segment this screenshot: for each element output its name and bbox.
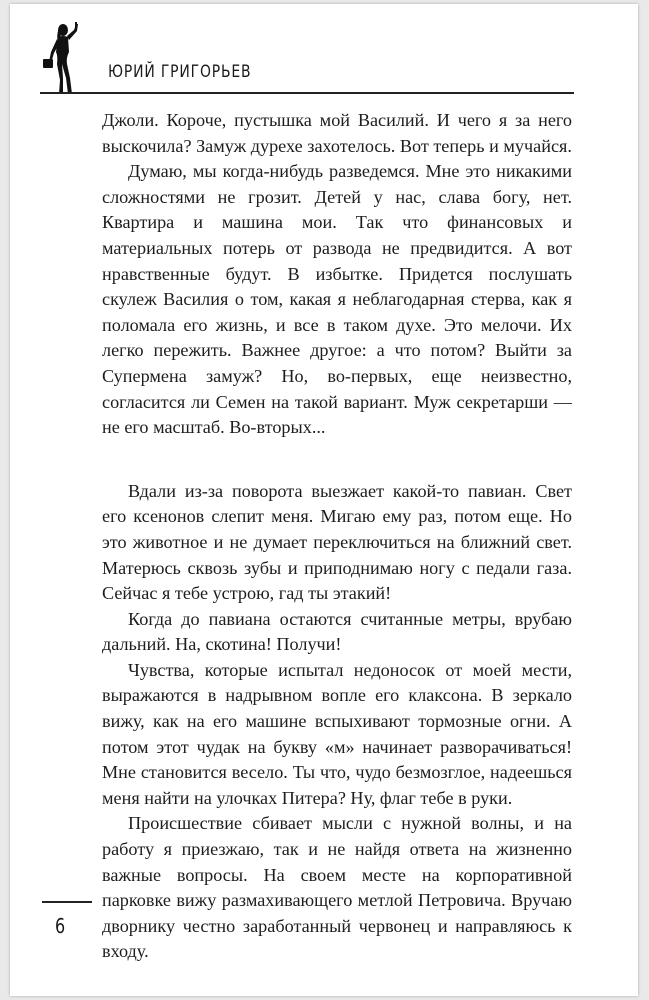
header-rule (40, 92, 574, 94)
book-page (10, 4, 638, 996)
woman-silhouette-icon (38, 22, 88, 96)
paragraph: Когда до павиана остаются считанные метры, врубаю дальний. На, скотина! Получи! (102, 608, 572, 655)
paragraph: Вдали из-за поворота выезжает какой-то павиан. Свет его ксенонов слепит меня. Мигаю ему раз, потом еще. Но это животное и не думает переключиться на ближний свет. Матерюсь сквозь зубы и приподнимаю ногу с педали газа. Сейчас я тебе устрою, гад ты этакий! (102, 480, 572, 604)
page-header (38, 22, 626, 97)
paragraph: Джоли. Короче, пустышка мой Василий. И чего я за него выскочила? Замуж дурехе захотелось. Вот теперь и мучайся. (102, 110, 572, 156)
page-number: 6 (55, 914, 66, 938)
paragraph: Чувства, которые испытал недоносок от моей мести, выражаются в надрывном вопле его клаксона. В зеркало вижу, как на его машине вспыхивают тормозные огни. А потом этот чудак на букву «м» начинает разворачиваться! Мне становится весело. Ты что, чудо безмозглое, надеешься меня найти на улочках Питера? Ну, флаг тебе в руки. (102, 659, 572, 808)
author-name: ЮРИЙ ГРИГОРЬЕВ (108, 62, 252, 82)
footer-rule (42, 901, 92, 903)
paragraph: Думаю, мы когда-нибудь разведемся. Мне это никакими сложностями не грозит. Детей у нас, слава богу, нет. Квартира и машина мои. Так что финансовых и материальных потерь от развода не предвидится. А вот нравственные будут. В избытке. Придется послушать скулеж Василия о том, какая я неблагодарная стерва, как я поломала его жизнь, и все в таком духе. Это мелочи. Их легко пережить. Важнее другое: а что потом? Выйти за Супермена замуж? Но, во-первых, еще неизвестно, согласится ли Семен на такой вариант. Муж секретарши — не его масштаб. Во-вторых... (102, 161, 572, 438)
section-break (102, 441, 572, 479)
paragraph: Происшествие сбивает мысли с нужной волны, и на работу я приезжаю, так и не найдя ответа на жизненно важные вопросы. На своем месте на корпоративной парковке вижу размахивающего метлой Петровича. Вручаю дворнику честно заработанный червонец и направляюсь к входу. (102, 813, 572, 962)
body-text (102, 108, 572, 965)
